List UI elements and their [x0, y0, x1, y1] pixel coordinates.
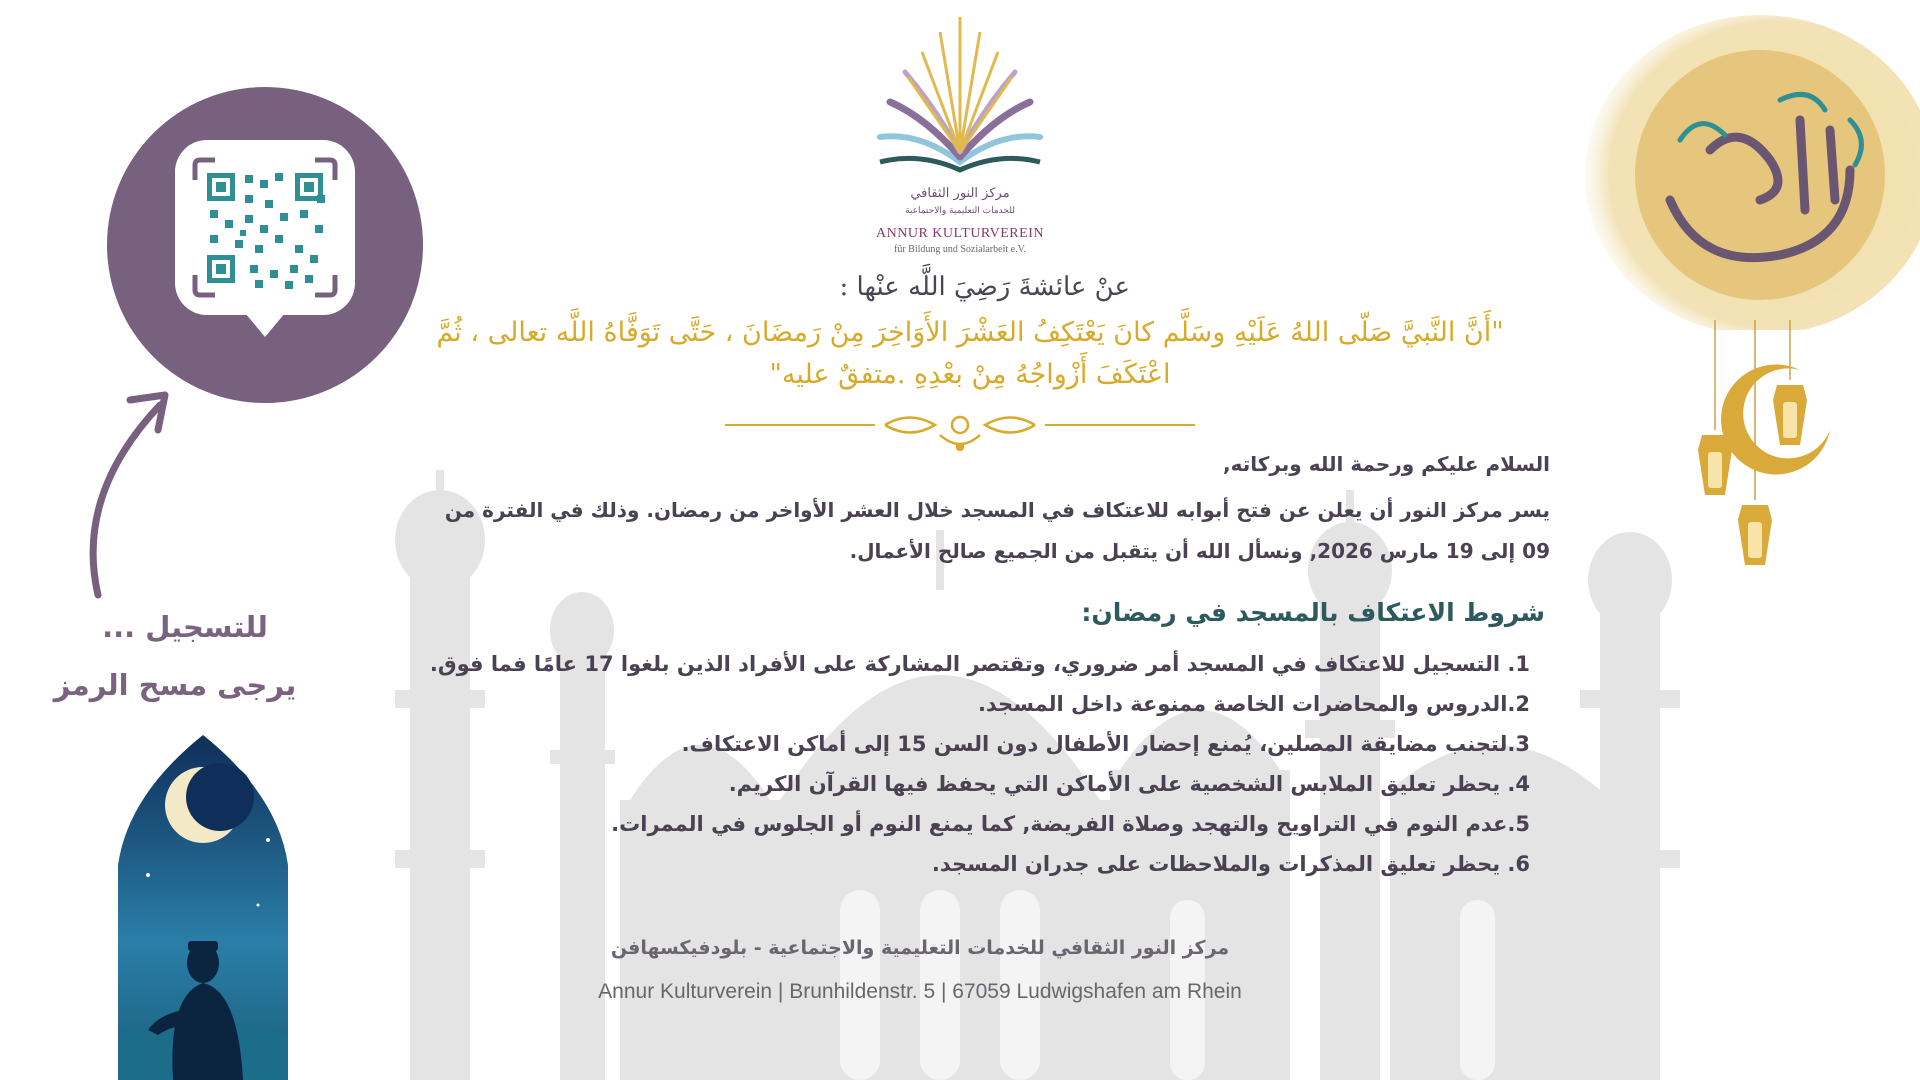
logo-arabic-name: مركز النور الثقافي	[910, 186, 1010, 201]
scan-code-label: يرجى مسح الرمز	[53, 668, 297, 702]
qr-code-icon[interactable]	[105, 85, 425, 425]
footer-arabic: مركز النور الثقافي للخدمات التعليمية والاجتماعية - بلودفيكسهافن	[610, 937, 1230, 959]
hadith-quote: "أَنَّ النَّبيَّ صَلّى اللهُ عَلَيْهِ وسَلَّم كانَ يَعْتَكِفُ العَشْرَ الأَوَاخِرَ مِنْ رَمضَانَ ، حَتَّى تَوَفَّاهُ اللَّه تعالى ، ثُمَّ اعْتَكَفَ أَزْواجُهُ مِنْ بعْدِهِ .متفقٌ عليه"	[436, 317, 1504, 390]
logo-latin-subtitle: für Bildung und Sozialarbeit e.V.	[893, 244, 1027, 255]
conditions-list	[420, 644, 1530, 884]
ramadan-kareem-emblem	[1550, 0, 1920, 330]
condition-item: 5.عدم النوم في التراويح والتهجد وصلاة الفريضة, كما يمنع النوم أو الجلوس في الممرات.	[611, 812, 1530, 836]
logo-latin-name: ANNUR KULTURVEREIN	[876, 226, 1044, 241]
crescent-lantern-icon	[1680, 320, 1850, 610]
praying-man-illustration	[108, 735, 298, 1080]
register-label: للتسجيل ...	[102, 610, 268, 644]
footer-address: Annur Kulturverein | Brunhildenstr. 5 | 67059 Ludwigshafen am Rhein	[598, 980, 1242, 1003]
condition-item: 2.الدروس والمحاضرات الخاصة ممنوعة داخل المسجد.	[977, 692, 1530, 716]
logo-arabic-subtitle: للخدمات التعليمية والاجتماعية	[905, 206, 1015, 216]
ornament-divider	[725, 405, 1195, 455]
condition-item: 6. يحظر تعليق المذكرات والملاحظات على جدران المسجد.	[931, 852, 1530, 876]
condition-item: 1. التسجيل للاعتكاف في المسجد أمر ضروري، وتقتصر المشاركة على الأفراد الذين بلغوا 17 عامًا فما فوق.	[429, 652, 1530, 676]
announcement-paragraph: يسر مركز النور أن يعلن عن فتح أبوابه للاعتكاف في المسجد خلال العشر الأواخر من رمضان. وذلك في الفترة من 09 إلى 19 مارس 2026, ونسأل الله أن يتقبل من الجميع صالح الأعمال.	[444, 498, 1550, 563]
quote-intro: عنْ عائشةَ رَضِيَ اللَّه عنْها :	[839, 272, 1130, 302]
condition-item: 4. يحظر تعليق الملابس الشخصية على الأماكن التي يحفظ فيها القرآن الكريم.	[728, 772, 1530, 796]
condition-item: 3.لتجنب مضايقة المصلين، يُمنع إحضار الأطفال دون السن 15 إلى أماكن الاعتكاف.	[681, 732, 1530, 756]
greeting: السلام عليكم ورحمة الله وبركاته,	[1222, 452, 1550, 476]
conditions-title: شروط الاعتكاف بالمسجد في رمضان:	[1081, 598, 1545, 627]
arrow-icon	[70, 375, 180, 605]
